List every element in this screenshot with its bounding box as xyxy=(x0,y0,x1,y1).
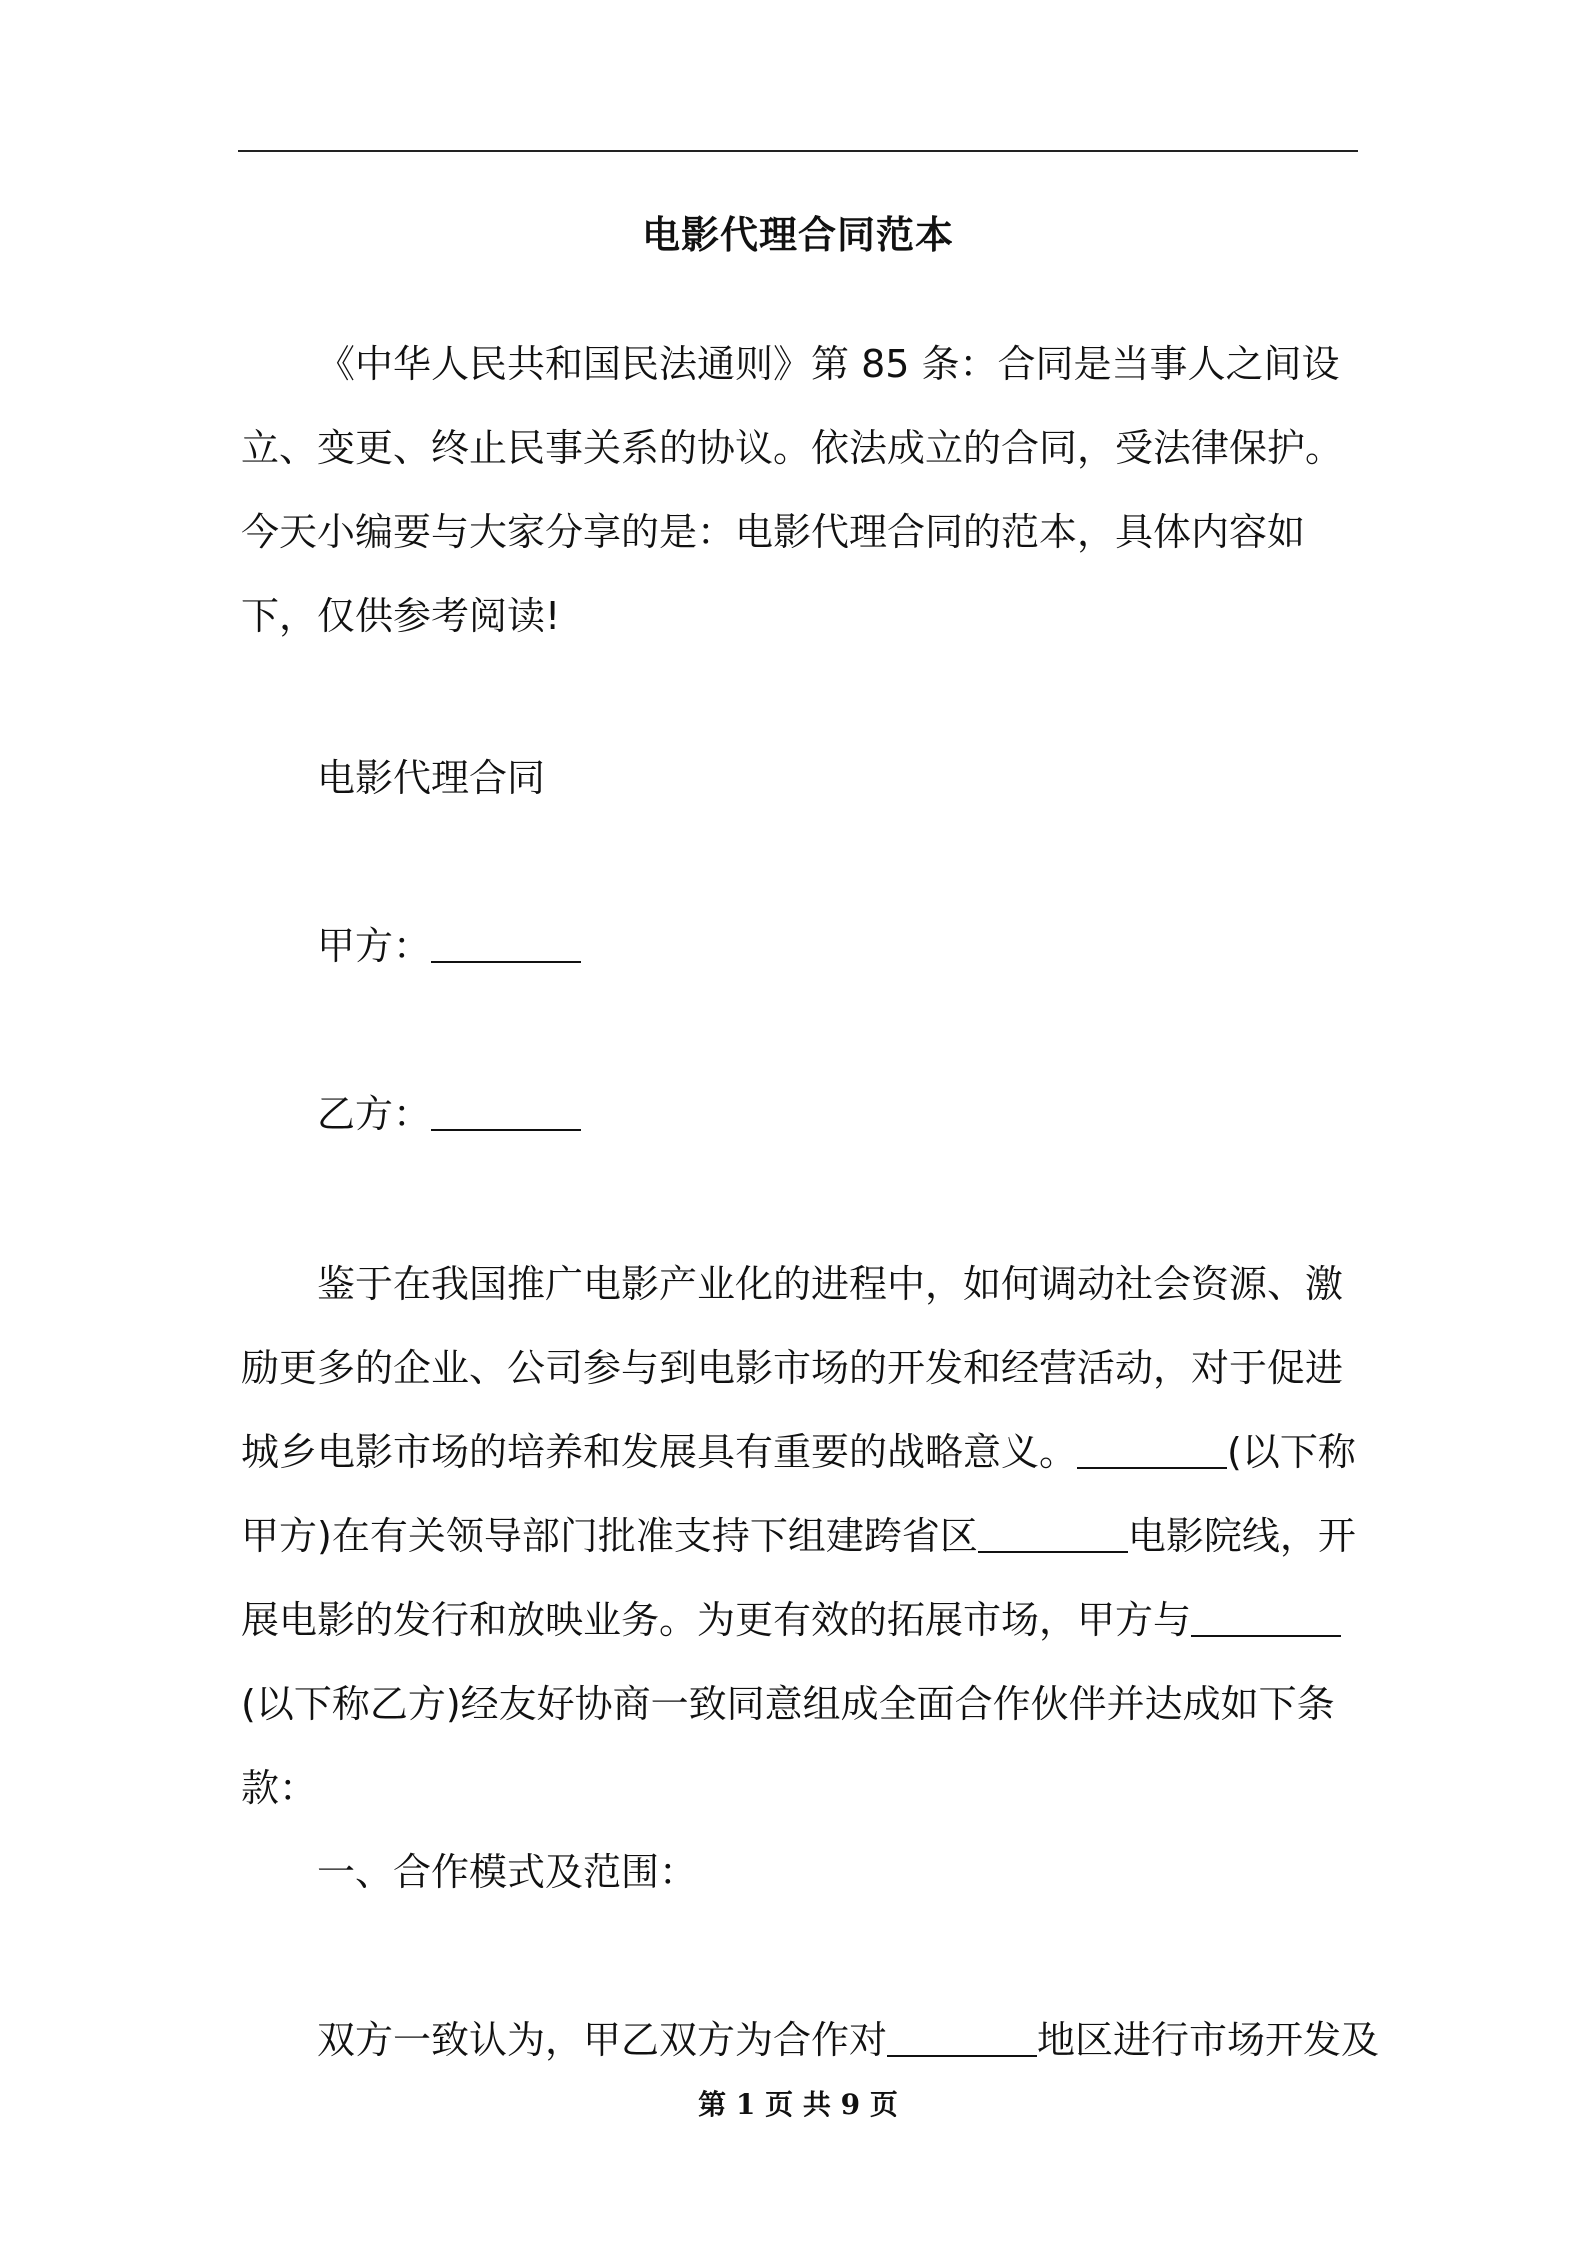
whereas-text-4: (以下称乙方)经友好协商一致同意组成全面合作伙伴并达成如下条款： xyxy=(241,1682,1335,1810)
whereas-text-1: 鉴于在我国推广电影产业化的进程中，如何调动社会资源、激励更多的企业、公司参与到电影市场的开发和经营活动，对于促进城乡电影市场的培养和发展具有重要的战略意义。 xyxy=(241,1262,1344,1474)
contract-heading: 电影代理合同 xyxy=(317,756,546,800)
section1-heading: 一、合作模式及范围： xyxy=(317,1850,698,1894)
section1-text-2: 地区进行市场开发及 xyxy=(1037,2018,1380,2062)
whereas-text-3: 电影院线，开展电影的发行和放映业务。为更有效的拓展市场，甲方与 xyxy=(241,1514,1356,1642)
party-a-line xyxy=(317,916,581,976)
page-footer: 第 1 页 共 9 页 xyxy=(698,2088,898,2121)
party-b-label: 乙方： xyxy=(317,1092,432,1136)
header-rule xyxy=(238,150,1358,152)
party-a-name-blank xyxy=(1077,1429,1227,1469)
whereas-text-2: (以下称甲方)在有关领导部门批准支持下组建跨省区 xyxy=(241,1430,1356,1558)
section1-text-1: 双方一致认为，甲乙双方为合作对 xyxy=(317,2018,888,2062)
document-title: 电影代理合同范本 xyxy=(641,213,954,257)
section1-text xyxy=(317,2010,1379,2070)
party-b-blank xyxy=(431,1091,581,1131)
region-blank xyxy=(978,1513,1128,1553)
intro-paragraph: 《中华人民共和国民法通则》第 85 条：合同是当事人之间设立、变更、终止民事关系的协议。依法成立的合同，受法律保护。今天小编要与大家分享的是：电影代理合同的范本，具体内容如下，仅供参考阅读! xyxy=(241,342,1344,638)
party-a-blank xyxy=(431,923,581,963)
area-blank xyxy=(887,2017,1037,2057)
whereas-paragraph xyxy=(241,1242,1361,1830)
party-b-name-blank xyxy=(1191,1597,1341,1637)
party-a-label: 甲方： xyxy=(317,924,432,968)
party-b-line xyxy=(317,1084,581,1144)
